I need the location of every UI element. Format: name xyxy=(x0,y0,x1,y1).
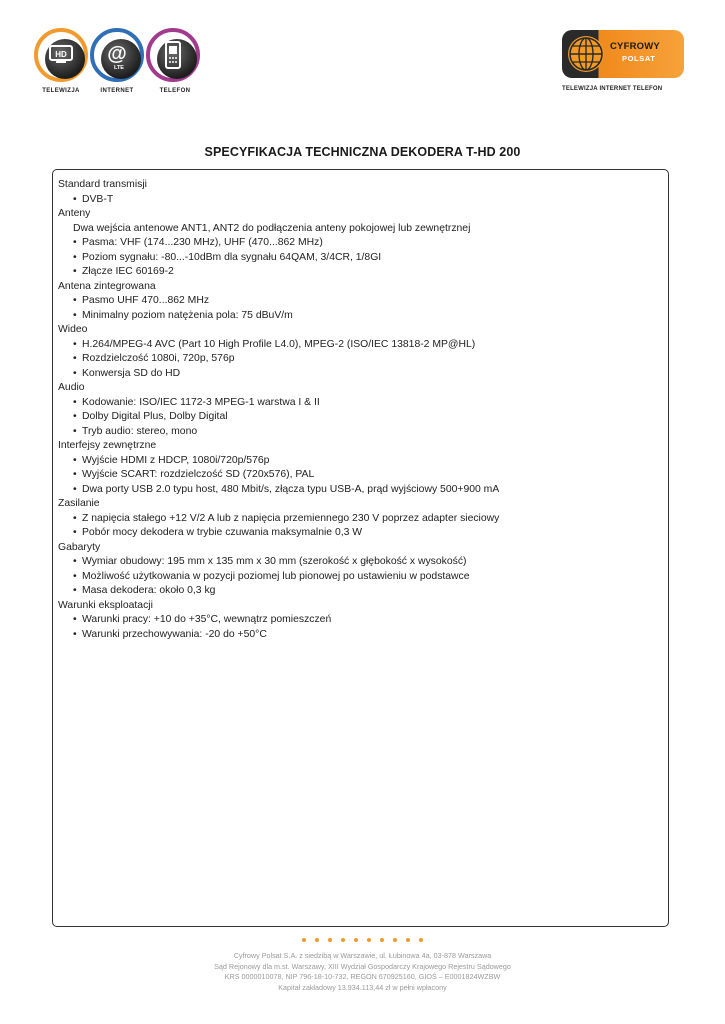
brand-name-line2: POLSAT xyxy=(622,54,656,63)
spec-item: • Pasmo UHF 470...862 MHz xyxy=(58,294,658,309)
spec-item: • Konwersja SD do HD xyxy=(58,367,658,382)
spec-item: • Rozdzielczość 1080i, 720p, 576p xyxy=(58,352,658,367)
hd-badge: HD xyxy=(55,50,67,59)
spec-item: • Minimalny poziom natężenia pola: 75 dBuV/m xyxy=(58,309,658,324)
footer-line: KRS 0000010078, NIP 796-18-10-732, REGON 670925160, GIOŚ – E0001824WZBW xyxy=(224,972,501,982)
spec-item: • Warunki przechowywania: -20 do +50°C xyxy=(58,628,658,643)
brand-name-line1: CYFROWY xyxy=(610,41,660,52)
section-heading: Gabaryty xyxy=(58,541,101,553)
company-footer xyxy=(0,951,725,993)
footer-dots xyxy=(302,937,424,945)
section-heading: Warunki eksploatacji xyxy=(58,599,153,611)
globe-icon xyxy=(568,36,604,72)
section-heading: Audio xyxy=(58,382,85,393)
section-heading: Interfejsy zewnętrzne xyxy=(58,440,157,451)
service-label-tv: TELEWIZJA xyxy=(42,88,80,94)
spec-item: • Złącze IEC 60169-2 xyxy=(58,265,658,280)
footer-line: Cyfrowy Polsat S.A. z siedzibą w Warszawie, ul. Łubinowa 4a, 03-878 Warszawa xyxy=(233,951,492,960)
service-label-phone: TELEFON xyxy=(159,88,191,94)
spec-item: • Poziom sygnału: -80...-10dBm dla sygnału 64QAM, 3/4CR, 1/8GI xyxy=(58,251,658,266)
spec-item: • Dwa porty USB 2.0 typu host, 480 Mbit/s, złącza typu USB-A, prąd wyjściowy 500+900 mA xyxy=(58,483,658,498)
section-heading: Standard transmisji xyxy=(58,179,147,190)
spec-item: • Wyjście HDMI z HDCP, 1080i/720p/576p xyxy=(58,454,658,469)
spec-item: • Pasma: VHF (174...230 MHz), UHF (470...862 MHz) xyxy=(58,236,658,251)
lte-badge: LTE xyxy=(114,65,124,71)
hd-tv-icon xyxy=(34,28,88,82)
section-heading: Wideo xyxy=(58,324,88,335)
spec-item: • Kodowanie: ISO/IEC 1172-3 MPEG-1 warstwa I & II xyxy=(58,396,658,411)
section-heading: Anteny xyxy=(58,208,91,219)
spec-item: • Pobór mocy dekodera w trybie czuwania maksymalnie 0,3 W xyxy=(58,526,658,541)
service-logos xyxy=(32,28,218,100)
spec-item: • Możliwość użytkowania w pozycji poziomej lub pionowej po ustawieniu w podstawce xyxy=(58,570,658,585)
at-lte-icon xyxy=(90,28,144,82)
brand-logo xyxy=(562,30,686,78)
section-heading: Zasilanie xyxy=(58,498,100,509)
brand-tagline: TELEWIZJA INTERNET TELEFON xyxy=(562,86,663,92)
document-title: SPECYFIKACJA TECHNICZNA DEKODERA T-HD 200 xyxy=(204,145,521,159)
spec-item: • Masa dekodera: około 0,3 kg xyxy=(58,584,658,599)
spec-item: • Wyjście SCART: rozdzielczość SD (720x576), PAL xyxy=(58,468,658,483)
spec-item: • Wymiar obudowy: 195 mm x 135 mm x 30 mm (szerokość x głębokość x wysokość) xyxy=(58,555,658,570)
section-note: Dwa wejścia antenowe ANT1, ANT2 do podłączenia anteny pokojowej lub zewnętrznej xyxy=(73,222,471,234)
spec-content xyxy=(58,178,658,642)
spec-item: • Tryb audio: stereo, mono xyxy=(58,425,658,440)
spec-item: • Dolby Digital Plus, Dolby Digital xyxy=(58,410,658,425)
service-label-internet: INTERNET xyxy=(100,88,134,94)
footer-line: Sąd Rejonowy dla m.st. Warszawy, XIII Wydział Gospodarczy Krajowego Rejestru Sądowego xyxy=(214,961,511,971)
footer-line: Kapitał zakładowy 13.934.113,44 zł w pełni wpłacony xyxy=(278,982,447,992)
section-heading: Antena zintegrowana xyxy=(58,280,156,292)
spec-item: • Warunki pracy: +10 do +35°C, wewnątrz pomieszczeń xyxy=(58,613,658,628)
mobile-phone-icon xyxy=(146,28,200,82)
spec-item: • Z napięcia stałego +12 V/2 A lub z napięcia przemiennego 230 V poprzez adapter sieciowy xyxy=(58,512,658,527)
spec-item: • DVB-T xyxy=(58,193,658,208)
svg-text:@: @ xyxy=(107,43,127,65)
spec-item: • H.264/MPEG-4 AVC (Part 10 High Profile L4.0), MPEG-2 (ISO/IEC 13818-2 MP@HL) xyxy=(58,338,658,353)
